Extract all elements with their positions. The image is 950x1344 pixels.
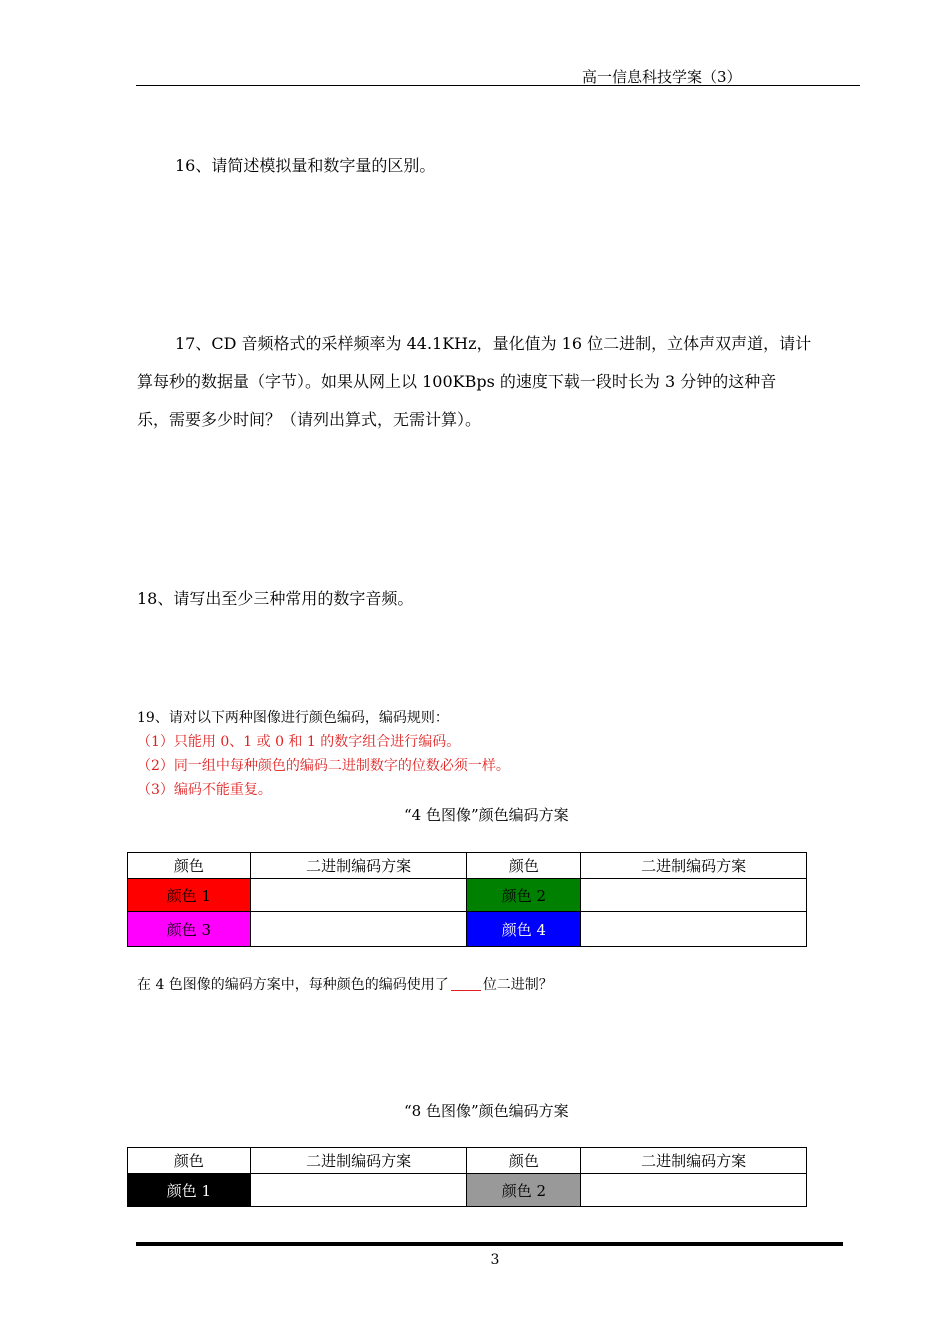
question-19 — [137, 706, 510, 802]
page-number: 3 — [490, 1252, 500, 1268]
table-row — [128, 912, 807, 947]
header-binary-code: 二进制编码方案 — [250, 853, 467, 879]
header-color: 颜色 — [128, 853, 251, 879]
fill-in-question — [137, 974, 553, 994]
encoding-rule-1: （1）只能用 0、1 或 0 和 1 的数字组合进行编码。 — [137, 734, 461, 750]
question-17-line-2: 算每秒的数据量（字节）。如果从网上以 100KBps 的速度下载一段时长为 3 分钟的这种音 — [137, 372, 777, 391]
header-binary-code: 二进制编码方案 — [581, 1148, 807, 1174]
table-8color — [127, 1147, 807, 1207]
question-19-intro: 19、请对以下两种图像进行颜色编码，编码规则： — [137, 710, 449, 726]
color-swatch-3: 颜色 3 — [128, 912, 251, 947]
color-swatch-1: 颜色 1 — [128, 879, 251, 912]
question-17 — [137, 325, 861, 439]
color-swatch-1: 颜色 1 — [128, 1174, 251, 1207]
fill-question-suffix: 位二进制？ — [482, 977, 553, 993]
header-binary-code: 二进制编码方案 — [581, 853, 807, 879]
code-input-cell[interactable] — [250, 1174, 467, 1207]
table-header-row — [128, 1148, 807, 1174]
table-row — [128, 1174, 807, 1207]
header-binary-code: 二进制编码方案 — [250, 1148, 467, 1174]
table-4color-caption: “4 色图像”颜色编码方案 — [404, 806, 569, 824]
header-color: 颜色 — [467, 1148, 581, 1174]
header-title: 高一信息科技学案（3） — [582, 68, 742, 86]
color-swatch-4: 颜色 4 — [467, 912, 581, 947]
question-18: 18、请写出至少三种常用的数字音频。 — [137, 589, 414, 608]
encoding-rule-2: （2）同一组中每种颜色的编码二进制数字的位数必须一样。 — [137, 758, 510, 774]
question-16: 16、请简述模拟量和数字量的区别。 — [175, 156, 436, 175]
header-divider — [136, 85, 860, 86]
code-input-cell[interactable] — [581, 879, 807, 912]
table-8color-caption: “8 色图像”颜色编码方案 — [404, 1102, 569, 1120]
fill-question-text: 在 4 色图像的编码方案中，每种颜色的编码使用了 — [137, 977, 449, 993]
header-color: 颜色 — [128, 1148, 251, 1174]
question-17-line-3: 乐，需要多少时间？（请列出算式，无需计算）。 — [137, 410, 482, 429]
color-swatch-2: 颜色 2 — [467, 879, 581, 912]
answer-blank[interactable] — [451, 976, 481, 991]
footer-divider — [136, 1242, 843, 1246]
table-row — [128, 879, 807, 912]
color-swatch-2: 颜色 2 — [467, 1174, 581, 1207]
encoding-rule-3: （3）编码不能重复。 — [137, 782, 272, 798]
code-input-cell[interactable] — [581, 912, 807, 947]
header-color: 颜色 — [467, 853, 581, 879]
table-4color — [127, 852, 807, 947]
code-input-cell[interactable] — [250, 879, 467, 912]
code-input-cell[interactable] — [250, 912, 467, 947]
code-input-cell[interactable] — [581, 1174, 807, 1207]
question-17-line-1: 17、CD 音频格式的采样频率为 44.1KHz，量化值为 16 位二进制，立体声双声道，请计 — [175, 334, 812, 353]
table-header-row — [128, 853, 807, 879]
